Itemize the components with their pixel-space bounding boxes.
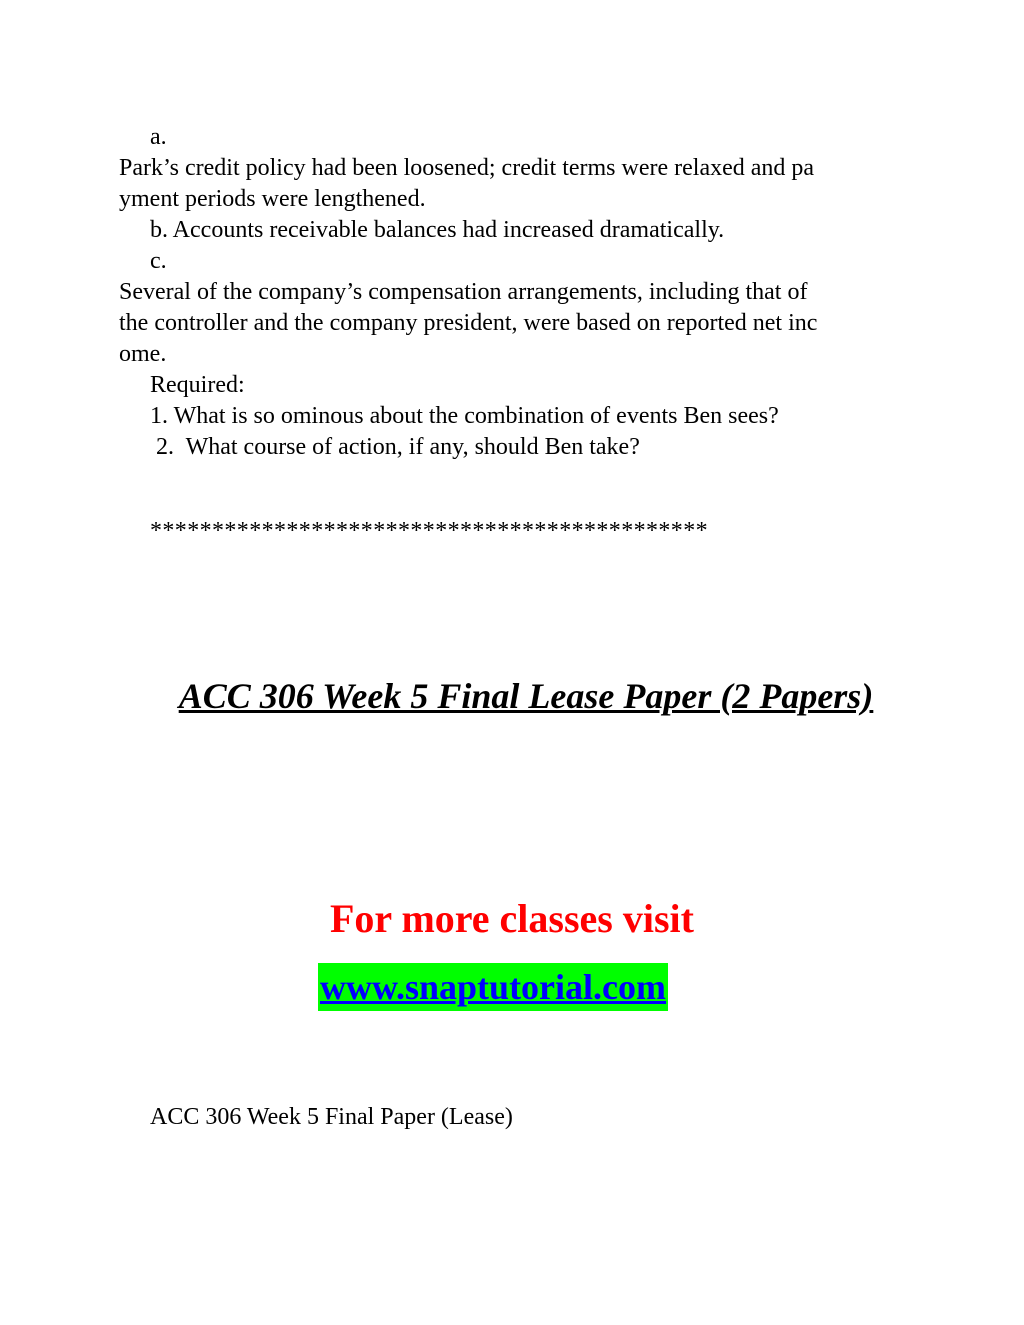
item-a-text-line-1: Park’s credit policy had been loosened; credit terms were relaxed and pa (119, 155, 815, 181)
required-label: Required: (150, 372, 245, 398)
item-c-marker: c. (150, 248, 167, 274)
item-c-text-line-1: Several of the company’s compensation arrangements, including that of (119, 279, 808, 305)
promo-link-highlight (318, 963, 668, 1011)
item-c-text-line-2: the controller and the company president, were based on reported net inc (119, 310, 818, 336)
question-2: 2. What course of action, if any, should Ben take? (150, 434, 640, 460)
separator: ********************************************* (150, 518, 708, 544)
item-b-text: b. Accounts receivable balances had increased dramatically. (150, 217, 725, 243)
question-1: 1. What is so ominous about the combination of events Ben sees? (150, 403, 779, 429)
item-a-marker: a. (150, 124, 167, 150)
section-title-text: ACC 306 Week 5 Final Lease Paper (2 Papers) (178, 676, 874, 716)
next-section-title: ACC 306 Week 5 Final Paper (Lease) (150, 1104, 513, 1130)
promo-link[interactable]: www.snaptutorial.com (320, 967, 667, 1007)
item-a-text-line-2: yment periods were lengthened. (119, 186, 426, 212)
section-title (0, 674, 1024, 718)
item-c-text-line-3: ome. (119, 341, 167, 367)
promo-text: For more classes visit (329, 896, 694, 941)
